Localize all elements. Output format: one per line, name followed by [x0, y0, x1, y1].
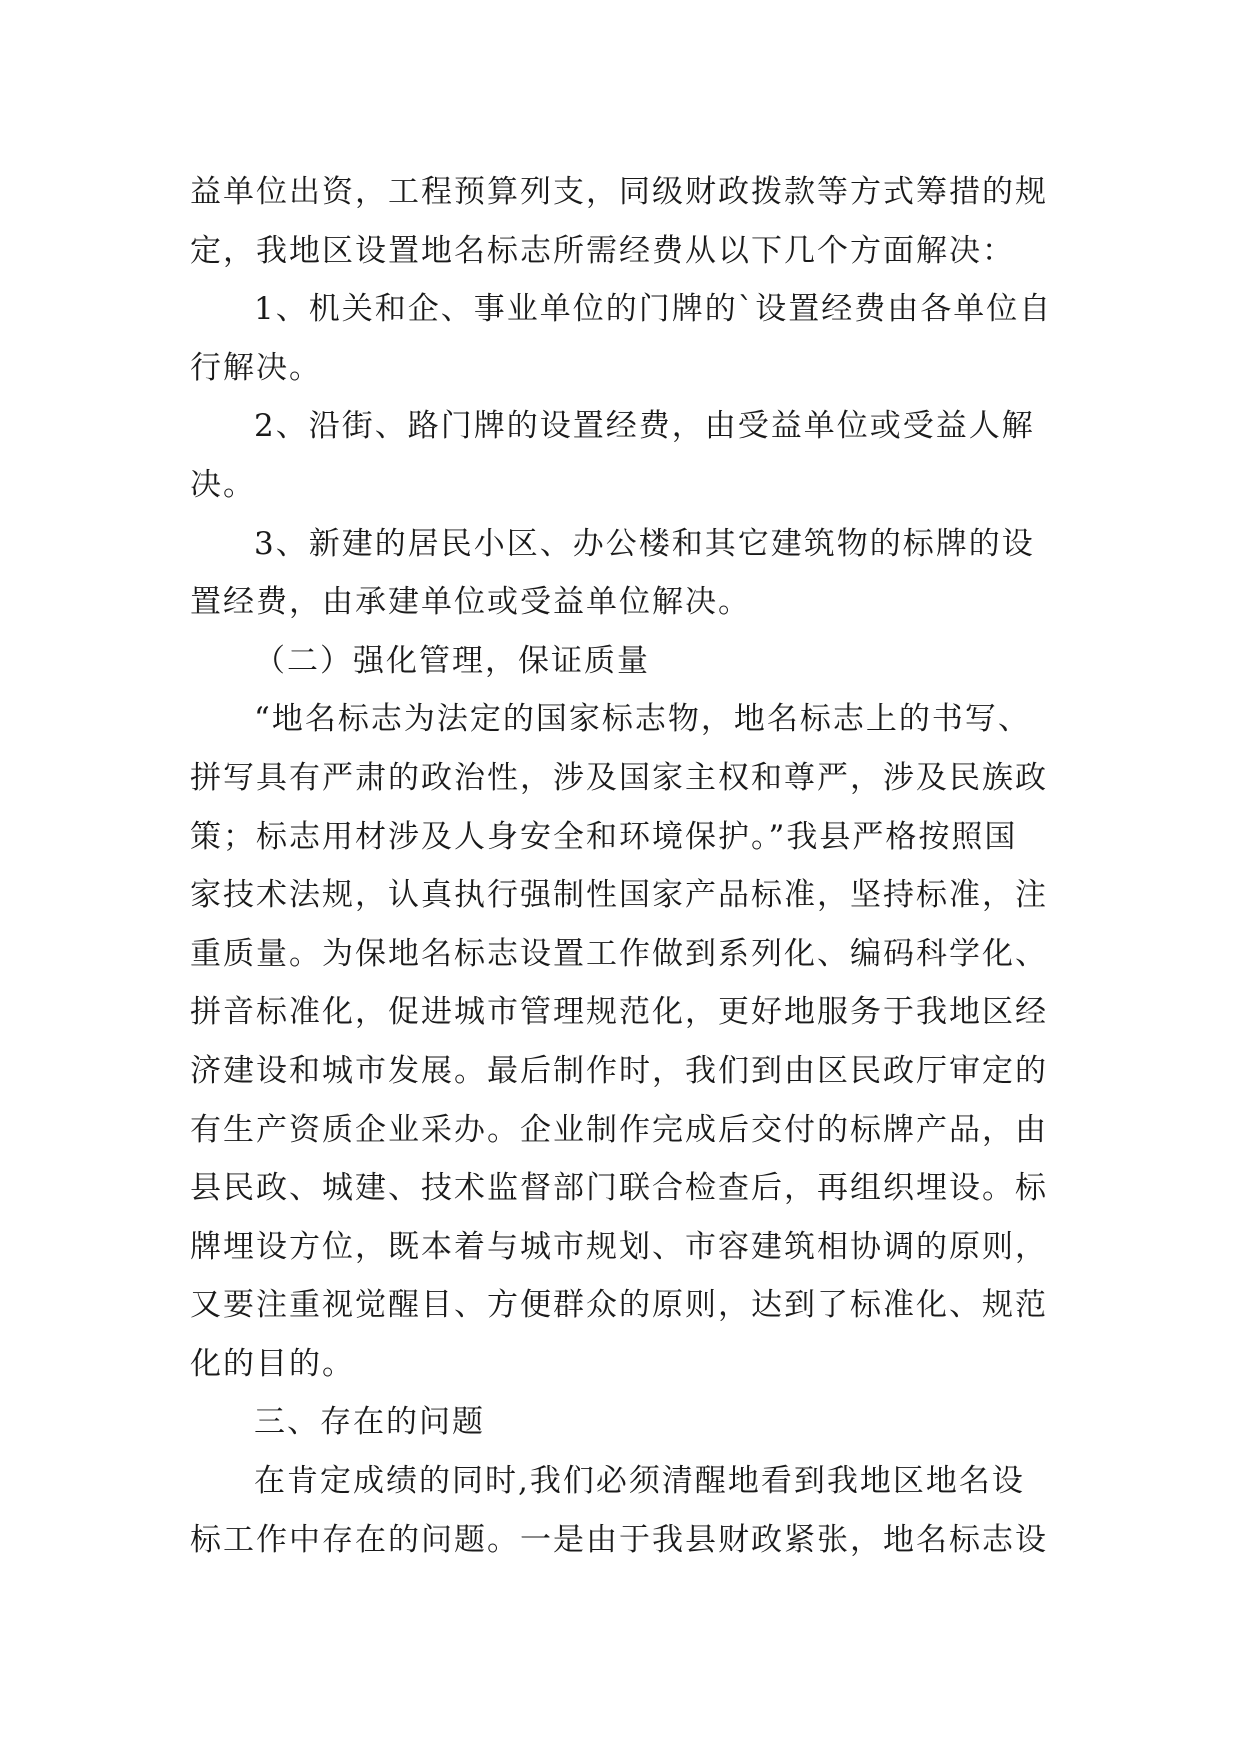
document-body [190, 163, 1054, 1569]
text-line: 1、机关和企、事业单位的门牌的`设置经费由各单位自 [254, 291, 1053, 328]
text-line: 拼写具有严肃的政治性，涉及国家主权和尊严，涉及民族政 [190, 759, 1048, 796]
text-line: 家技术法规，认真执行强制性国家产品标准，坚持标准，注 [190, 877, 1048, 914]
text-line: 在肯定成绩的同时,我们必须清醒地看到我地区地名设 [254, 1463, 1025, 1500]
text-line: 济建设和城市发展。最后制作时，我们到由区民政厅审定的 [190, 1052, 1048, 1089]
text-line: 拼音标准化，促进城市管理规范化，更好地服务于我地区经 [190, 994, 1048, 1031]
text-line: 牌埋设方位，既本着与城市规划、市容建筑相协调的原则， [190, 1228, 1048, 1265]
text-line: 重质量。为保地名标志设置工作做到系列化、编码科学化、 [190, 935, 1048, 972]
text-line: 标工作中存在的问题。一是由于我县财政紧张，地名标志设 [190, 1521, 1048, 1558]
text-line: 行解决。 [190, 349, 322, 386]
text-line: 决。 [190, 466, 256, 503]
text-line: 定，我地区设置地名标志所需经费从以下几个方面解决： [190, 232, 1015, 269]
text-line: 化的目的。 [190, 1345, 355, 1382]
text-line: 三、存在的问题 [254, 1404, 485, 1441]
text-line: 益单位出资，工程预算列支，同级财政拨款等方式筹措的规 [190, 174, 1048, 210]
text-line: （二）强化管理，保证质量 [254, 642, 650, 679]
text-line: “地名标志为法定的国家标志物，地名标志上的书写、 [254, 701, 1031, 738]
text-line: 又要注重视觉醒目、方便群众的原则，达到了标准化、规范 [190, 1287, 1048, 1324]
text-line: 策；标志用材涉及人身安全和环境保护。”我县严格按照国 [190, 818, 1018, 855]
text-line: 县民政、城建、技术监督部门联合检查后，再组织埋设。标 [190, 1170, 1048, 1207]
text-line: 有生产资质企业采办。企业制作完成后交付的标牌产品，由 [190, 1111, 1048, 1148]
text-line: 置经费，由承建单位或受益单位解决。 [190, 584, 751, 621]
text-line: 3、新建的居民小区、办公楼和其它建筑物的标牌的设 [254, 525, 1035, 562]
text-line: 2、沿街、路门牌的设置经费，由受益单位或受益人解 [254, 408, 1035, 445]
